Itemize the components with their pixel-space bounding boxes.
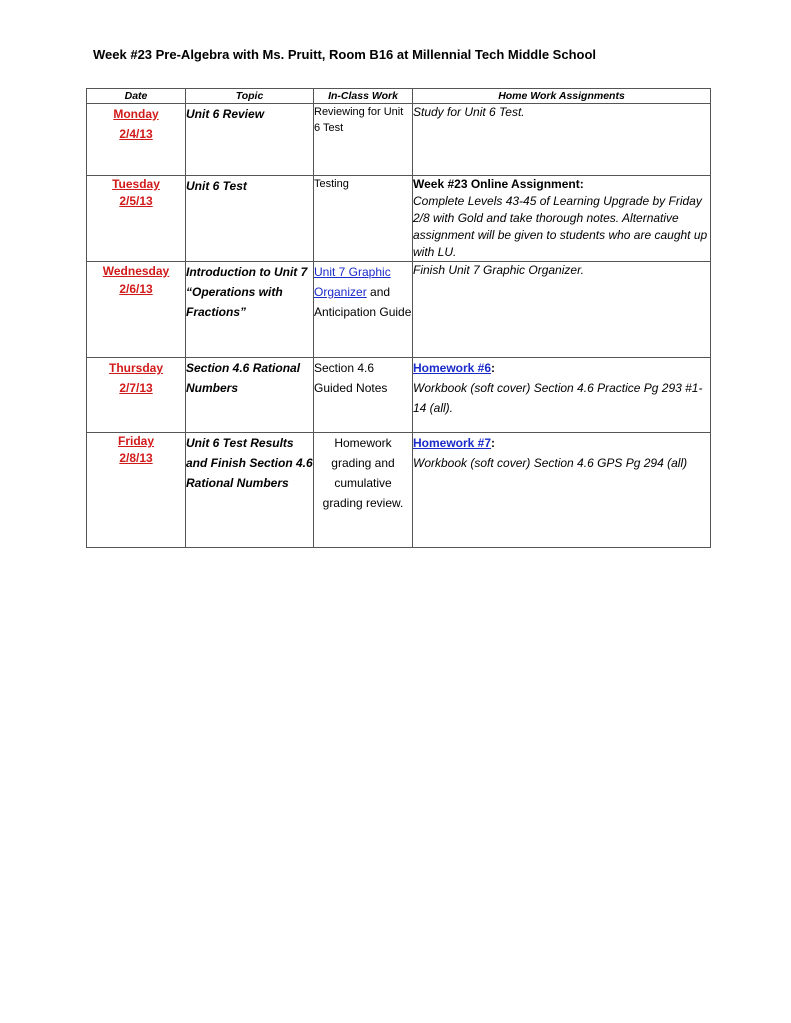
homework-7-link[interactable]: Homework #7 [413,436,492,450]
graphic-organizer-link[interactable]: Unit 7 Graphic Organizer [314,265,391,299]
day-date: 2/5/13 [119,194,153,208]
topic-cell: Section 4.6 Rational Numbers [186,358,314,433]
day-date: 2/4/13 [119,127,153,141]
homework-6-link[interactable]: Homework #6 [413,361,492,375]
in-class-work-cell [314,262,413,358]
homework-cell: Study for Unit 6 Test. [413,104,711,176]
table-row [87,358,711,433]
homework-cell [413,176,711,262]
homework-cell [413,433,711,548]
day-name: Wednesday [102,264,170,278]
day-date: 2/7/13 [119,381,153,395]
topic-cell: Introduction to Unit 7 “Operations with Fractions” [186,262,314,358]
homework-heading: Week #23 Online Assignment: [413,177,584,191]
table-row [87,262,711,358]
homework-cell: Finish Unit 7 Graphic Organizer. [413,262,711,358]
in-class-work-cell: Reviewing for Unit 6 Test [314,104,413,176]
table-row [87,433,711,548]
in-class-work-text: and Anticipation Guide [314,285,412,319]
in-class-work-cell: Testing [314,176,413,262]
header-date: Date [87,89,186,104]
day-name: Tuesday [112,177,160,191]
topic-cell: Unit 6 Review [186,104,314,176]
date-cell [87,358,186,433]
homework-text: Complete Levels 43-45 of Learning Upgrade by Friday 2/8 with Gold and take thorough notes. Alternative assignment will be given to students who are caught up with LU. [413,194,708,259]
day-name: Friday [117,434,154,448]
day-date: 2/6/13 [119,282,153,296]
homework-text: Workbook (soft cover) Section 4.6 Practice Pg 293 #1-14 (all). [413,381,703,415]
date-cell [87,176,186,262]
weekly-schedule-table [86,88,711,548]
in-class-work-cell: Homework grading and cumulative grading review. [314,433,413,548]
table-row [87,176,711,262]
homework-colon: : [491,361,496,375]
header-in-class-work: In-Class Work [314,89,413,104]
topic-cell: Unit 6 Test Results and Finish Section 4.6 Rational Numbers [186,433,314,548]
homework-text: Workbook (soft cover) Section 4.6 GPS Pg 294 (all) [413,456,688,470]
date-cell [87,104,186,176]
topic-cell: Unit 6 Test [186,176,314,262]
in-class-work-cell: Section 4.6 Guided Notes [314,358,413,433]
date-cell [87,262,186,358]
header-row [87,89,711,104]
header-topic: Topic [186,89,314,104]
day-name: Thursday [108,361,163,375]
homework-cell [413,358,711,433]
page-title: Week #23 Pre-Algebra with Ms. Pruitt, Room B16 at Millennial Tech Middle School [93,47,597,62]
day-date: 2/8/13 [119,451,153,465]
day-name: Monday [113,107,159,121]
date-cell [87,433,186,548]
homework-colon: : [491,436,496,450]
table-row [87,104,711,176]
header-homework: Home Work Assignments [413,89,711,104]
